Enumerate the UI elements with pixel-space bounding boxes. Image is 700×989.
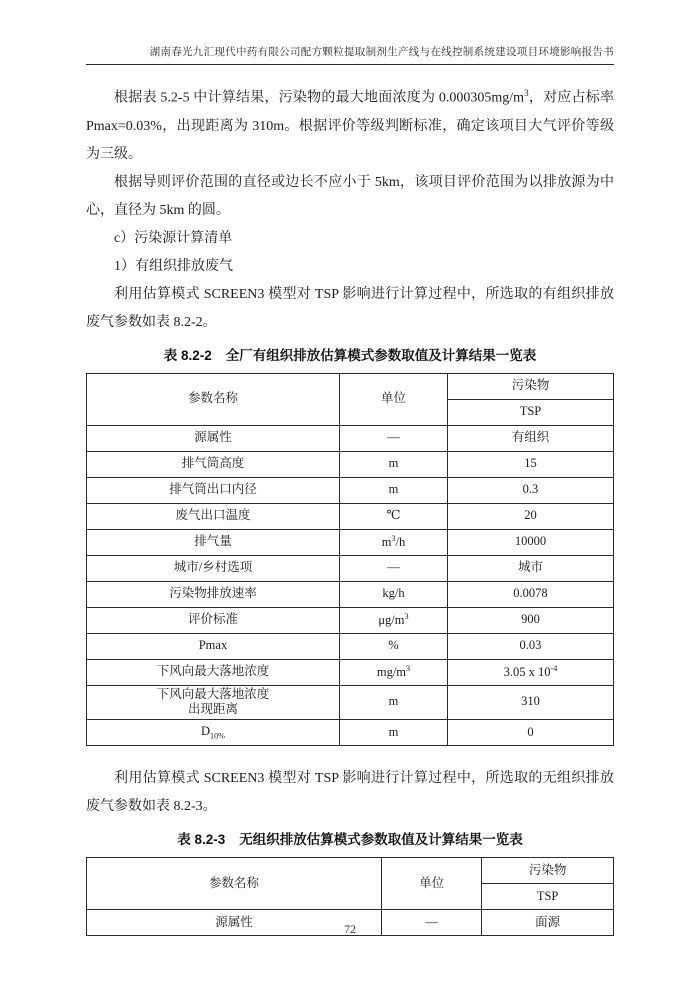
unit-cell: ℃	[339, 503, 447, 529]
unit-cell: $\mu g/m^3$	[339, 607, 447, 633]
table-row	[87, 659, 614, 685]
value-cell: 0	[447, 719, 613, 745]
pollutant-sub-header: TSP	[447, 399, 613, 425]
pollutant-sub-header: TSP	[482, 883, 614, 909]
page-content	[86, 79, 614, 936]
param-header: 参数名称	[87, 857, 382, 909]
param-cell: 下风向最大落地浓度 出现距离	[87, 685, 340, 719]
unit-cell: $m^3/h$	[339, 529, 447, 555]
unit-cell: m	[339, 685, 447, 719]
param-cell: 排气筒出口内径	[87, 477, 340, 503]
value-cell: 10000	[447, 529, 613, 555]
value-cell: 20	[447, 503, 613, 529]
param-cell: 排气量	[87, 529, 340, 555]
table-row	[87, 685, 614, 719]
value-cell: 面源	[482, 909, 614, 935]
table-row	[87, 719, 614, 745]
table-row	[87, 555, 614, 581]
table-8-2-2	[86, 373, 614, 746]
param-cell: 排气筒高度	[87, 451, 340, 477]
param-cell: 下风向最大落地浓度	[87, 659, 340, 685]
unit-cell: —	[339, 425, 447, 451]
table-row	[87, 581, 614, 607]
value-cell: 0.3	[447, 477, 613, 503]
param-header: 参数名称	[87, 373, 340, 425]
value-cell: 0.03	[447, 633, 613, 659]
param-cell: 源属性	[87, 909, 382, 935]
table-row	[87, 425, 614, 451]
table-row	[87, 633, 614, 659]
param-cell: 评价标准	[87, 607, 340, 633]
table-row	[87, 607, 614, 633]
value-cell: 900	[447, 607, 613, 633]
param-cell: 源属性	[87, 425, 340, 451]
pollutant-header: 污染物	[482, 857, 614, 883]
param-cell: $D_{10\%}$	[87, 719, 340, 745]
table-row	[87, 451, 614, 477]
param-cell: 城市/乡村选项	[87, 555, 340, 581]
unit-cell: $mg/m^3$	[339, 659, 447, 685]
param-cell: 废气出口温度	[87, 503, 340, 529]
unit-cell: kg/h	[339, 581, 447, 607]
unit-header: 单位	[339, 373, 447, 425]
unit-cell: —	[339, 555, 447, 581]
list-item-c: c）污染源计算清单	[114, 230, 233, 246]
value-cell: 310	[447, 685, 613, 719]
paragraph-max-concentration: 根据表 5.2-5 中计算结果，污染物的最大地面浓度为 $0.000305mg/m^3$，对应占标率 Pmax=0.03%，出现距离为 310m。根据评价等级判断标准，确定该项目大气评价等级为三级。	[86, 88, 614, 162]
list-item-1: 1）有组织排放废气	[114, 258, 233, 274]
value-cell: 15	[447, 451, 613, 477]
running-header	[86, 0, 614, 65]
value-cell: 有组织	[447, 425, 613, 451]
table-row	[87, 529, 614, 555]
table-caption-label: 表 8.2-3	[177, 831, 226, 847]
unit-cell: m	[339, 719, 447, 745]
paragraph-fugitive-intro: 利用估算模式 SCREEN3 模型对 TSP 影响进行计算过程中，所选取的无组织排放废气参数如表 8.2-3。	[86, 770, 614, 814]
table-row	[87, 503, 614, 529]
table-8-2-3-caption	[86, 828, 614, 848]
table-caption-title: 无组织排放估算模式参数取值及计算结果一览表	[239, 831, 523, 847]
document-title: 湖南春光九汇现代中药有限公司配方颗粒提取制剂生产线与在线控制系统建设项目环境影响报告书	[149, 47, 614, 58]
table-8-2-2-caption	[86, 344, 614, 364]
value-cell: 3.05 x $10^{-4}$	[447, 659, 613, 685]
table-header-row	[87, 857, 614, 883]
paragraph-organized-intro: 利用估算模式 SCREEN3 模型对 TSP 影响进行计算过程中，所选取的有组织排放废气参数如表 8.2-2。	[86, 286, 614, 330]
value-cell: 0.0078	[447, 581, 613, 607]
unit-cell: m	[339, 451, 447, 477]
table-caption-label: 表 8.2-2	[163, 347, 212, 363]
unit-cell: —	[382, 909, 482, 935]
pollutant-header: 污染物	[447, 373, 613, 399]
table-header-row	[87, 373, 614, 399]
unit-cell: m	[339, 477, 447, 503]
page-number: 72	[344, 922, 356, 936]
table-caption-title: 全厂有组织排放估算模式参数取值及计算结果一览表	[225, 347, 537, 363]
value-cell: 城市	[447, 555, 613, 581]
param-cell: 污染物排放速率	[87, 581, 340, 607]
paragraph-assessment-scope: 根据导则评价范围的直径或边长不应小于 5km，该项目评价范围为以排放源为中心，直径为 5km 的圆。	[86, 174, 614, 218]
table-row	[87, 477, 614, 503]
unit-cell: %	[339, 633, 447, 659]
unit-header: 单位	[382, 857, 482, 909]
param-cell: Pmax	[87, 633, 340, 659]
